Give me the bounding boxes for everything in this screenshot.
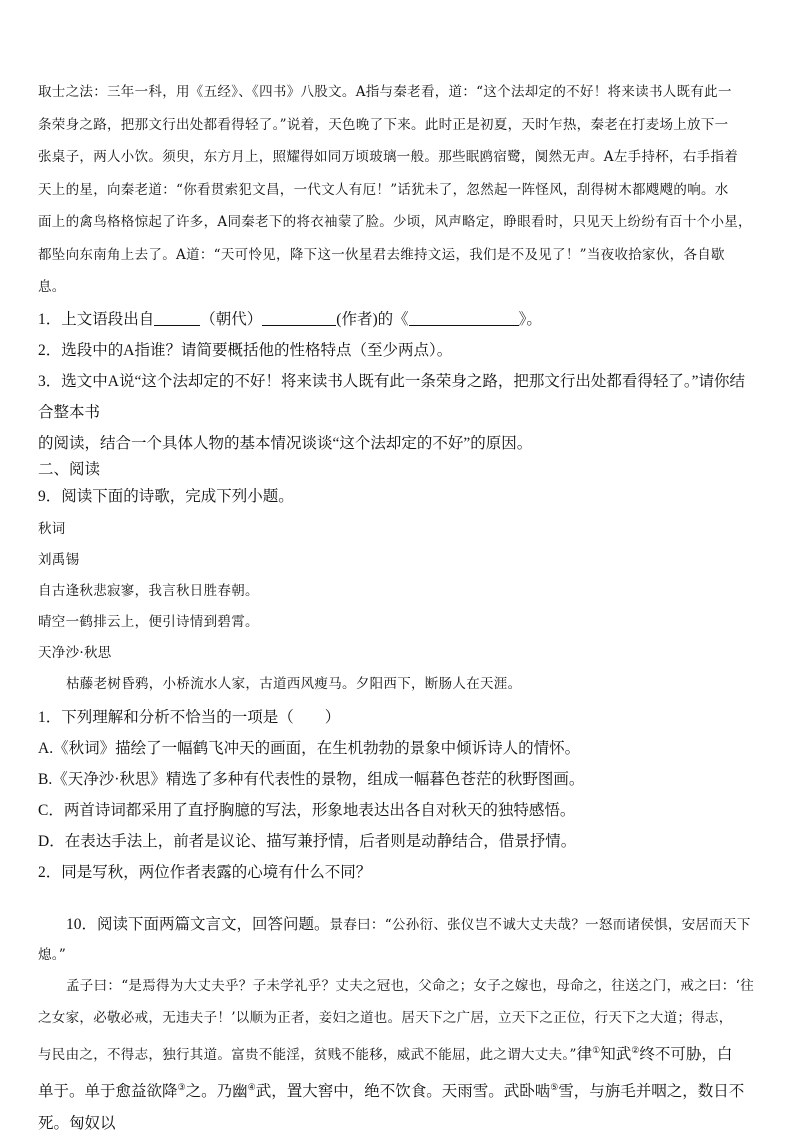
- poem-line: 自古逢秋悲寂寥，我言秋日胜春朝。: [38, 582, 259, 599]
- q10-para-song: [38, 1071, 760, 1140]
- question-9-subquestions: [38, 702, 760, 888]
- question-1: [38, 304, 760, 335]
- option-d[interactable]: D．在表达手法上，前者是议论、描写兼抒情，后者则是动静结合，借景抒情。: [38, 832, 577, 850]
- questions-group-1: [38, 304, 760, 512]
- question-3-line: 的阅读，结合一个具体人物的基本情况谈谈“这个法却定的不好”的原因。: [38, 434, 533, 452]
- q1-text-a: 1．上文语段出自: [38, 310, 155, 328]
- answer-blank-book[interactable]: [409, 311, 519, 326]
- q10-intro-quote: 景春曰：“公孙衍、张仪岂不诚大丈夫哉？一怒而诸侯惧，安居而天下: [329, 916, 751, 933]
- rulin-passage: [38, 76, 760, 304]
- q10-text: 与民由之，不得志，独行其道。富贵不能淫，贫贱不能移，威武不能屈，此之谓大丈夫。”: [38, 1046, 577, 1063]
- q1-text-d: 》。: [518, 310, 542, 328]
- q10-text: 之。乃幽: [185, 1082, 248, 1100]
- question-2: 2．选段中的A指谁？请简要概括他的性格特点（至少两点）。: [38, 341, 453, 359]
- exam-page: [38, 76, 760, 1140]
- passage-line: 条荣身之路，把那文行出处都看得轻了。”说着，天色晚了下来。此时正是初夏，天时乍热，秦老在打麦场上放下一: [38, 116, 729, 133]
- option-c[interactable]: C．两首诗词都采用了直抒胸臆的写法，形象地表达出各自对秋天的独特感悟。: [38, 801, 576, 819]
- q10-para-mixed: [38, 1034, 760, 1071]
- q10-text: 律: [576, 1045, 593, 1063]
- q10-para: 之女家，必敬必戒，无违夫子！’以顺为正者，妾妇之道也。居天下之广居，立天下之正位，行天下之大道；得志，: [38, 1009, 733, 1026]
- q10-para: 孟子曰：“是焉得为大丈夫乎？子未学礼乎？丈夫之冠也，父命之；女子之嫁也，母命之，往送之门，戒之曰：‘往: [66, 977, 754, 994]
- poem-line: 晴空一鹤排云上，便引诗情到碧霄。: [38, 613, 259, 630]
- q10-text: 知武: [600, 1045, 632, 1063]
- subquestion-2: 2．同是写秋，两位作者表露的心境有什么不同？: [38, 863, 372, 881]
- footnote-marker: ①: [592, 1044, 601, 1055]
- option-a[interactable]: A.《秋词》描绘了一幅鹤飞冲天的画面，在生机勃勃的景象中倾诉诗人的情怀。: [38, 739, 581, 757]
- passage-line: 张桌子，两人小饮。须臾，东方月上，照耀得如同万顷玻璃一般。那些眠鸥宿鹭，阒然无声。A左手持杯，右手指着: [38, 149, 739, 165]
- q10-text: 单于。单于愈益欲降: [38, 1082, 178, 1100]
- poems: [38, 514, 760, 700]
- q10-text: 武，置大窖中，绝不饮食。天雨雪。武卧啮: [255, 1082, 551, 1100]
- footnote-marker: ④: [247, 1081, 256, 1092]
- poem-text: 枯藤老树昏鸦，小桥流水人家，古道西风瘦马。夕阳西下，断肠人在天涯。: [66, 675, 522, 692]
- passage-line: 息。: [38, 279, 66, 295]
- passage-line: 面上的禽鸟格格惊起了许多，A同秦老下的将衣袖蒙了脸。少顷，风声略定，睁眼看时，只见天上纷纷有百十个小星，: [38, 214, 752, 230]
- q1-text-c: (作者)的《: [336, 310, 409, 328]
- question-9-intro: 9．阅读下面的诗歌，完成下列小题。: [38, 487, 294, 505]
- footnote-marker: ③: [177, 1081, 186, 1092]
- poem-title: 天净沙·秋思: [38, 644, 112, 661]
- q10-text: 雪，与旃毛并咽之，数日不死。匈奴以: [38, 1082, 745, 1132]
- passage-line: 天上的星，向秦老道：“你看贯索犯文昌，一代文人有厄！”话犹未了，忽然起一阵怪风，刮得树木都飕飕的响。水: [38, 181, 729, 198]
- question-10: [38, 910, 760, 1140]
- subquestion-1: 1．下列理解和分析不恰当的一项是（ ）: [38, 708, 341, 726]
- q10-text: 终不可胁，白: [639, 1045, 733, 1063]
- passage-line: 都坠向东南角上去了。A道：“天可怜见，降下这一伙星君去维持文运，我们是不及见了！”当夜收拾家伙，各自歇: [38, 246, 725, 263]
- q1-text-b: （朝代）: [200, 310, 263, 328]
- question-10-intro: [38, 910, 760, 940]
- footnote-marker: ②: [631, 1044, 640, 1055]
- passage-line: 取士之法：三年一科，用《五经》、《四书》八股文。A指与秦老看，道：“这个法却定的不好！将来读书人既有此一: [38, 84, 732, 100]
- poem-title: 秋词: [38, 520, 66, 537]
- question-3-line: 3．选文中A说“这个法却定的不好！将来读书人既有此一条荣身之路，把那文行出处都看得轻了。”请你结合整本书: [38, 372, 745, 421]
- poem-author: 刘禹锡: [38, 551, 80, 568]
- answer-blank-author[interactable]: [262, 311, 336, 326]
- q10-intro-lead: 10．阅读下面两篇文言文，回答问题。: [66, 915, 330, 933]
- q10-intro-line2: 熄。”: [38, 946, 67, 963]
- answer-blank-dynasty[interactable]: [154, 311, 200, 326]
- option-b[interactable]: B.《天净沙·秋思》精选了多种有代表性的景物，组成一幅暮色苍茫的秋野图画。: [38, 770, 585, 788]
- footnote-marker: ⑤: [550, 1081, 559, 1092]
- section-heading: 二、阅读: [38, 460, 101, 478]
